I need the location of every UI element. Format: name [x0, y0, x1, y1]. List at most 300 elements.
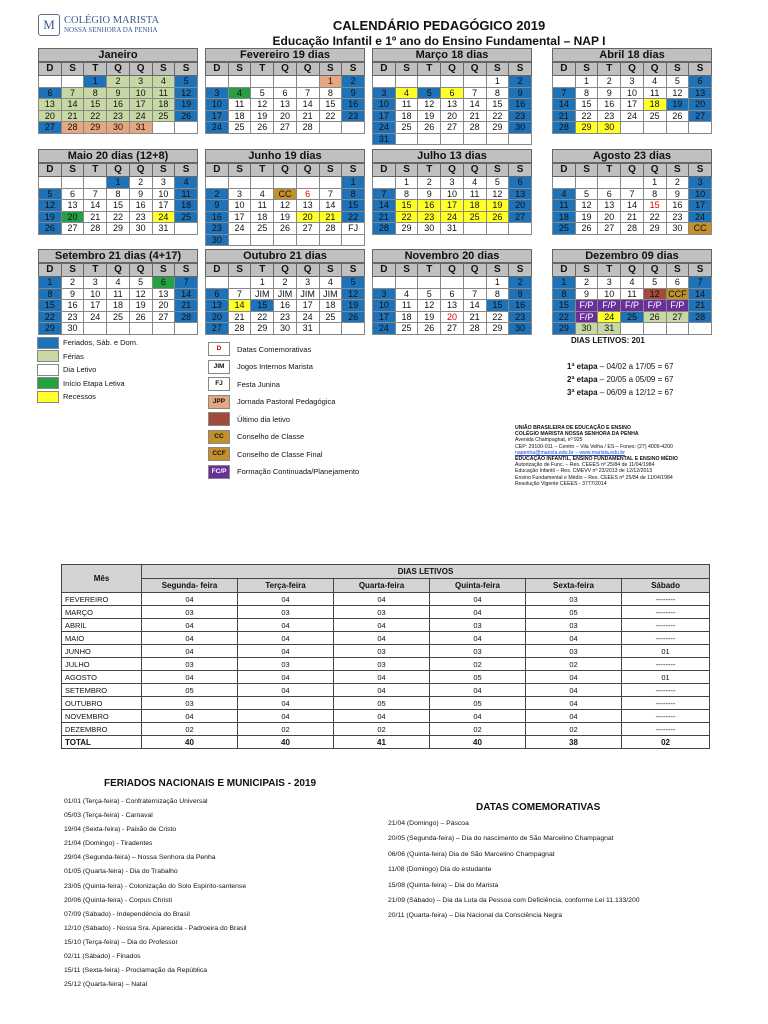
day-cell: 20	[441, 110, 464, 122]
day-cell: 24	[598, 311, 621, 323]
day-cell: 24	[296, 311, 319, 323]
day-cell	[206, 76, 229, 88]
day-cell: 26	[486, 211, 509, 223]
day-cell: 21	[689, 300, 712, 312]
col-header: Sexta-feira	[526, 579, 622, 593]
day-cell: 23	[509, 110, 532, 122]
day-cell	[643, 122, 666, 134]
day-cell: 27	[206, 323, 229, 335]
day-cell: 21	[175, 300, 198, 312]
day-cell: 28	[319, 223, 342, 235]
value-cell: 05	[334, 697, 430, 710]
value-cell: 03	[430, 645, 526, 658]
comemorativa-item: 21/04 (Domingo) – Páscoa	[388, 820, 469, 827]
day-cell: 30	[206, 234, 229, 246]
table-row	[62, 671, 710, 684]
day-cell	[395, 76, 418, 88]
day-cell: 12	[129, 288, 152, 300]
day-cell: 25	[463, 211, 486, 223]
day-cell: 6	[206, 288, 229, 300]
legend-code-label: Datas Comemorativas	[237, 344, 312, 354]
day-cell: 30	[575, 323, 598, 335]
day-cell: 19	[251, 110, 274, 122]
day-cell: 9	[107, 87, 130, 99]
day-cell	[107, 323, 130, 335]
weekday-header: T	[598, 264, 621, 277]
weekday-header: Q	[296, 164, 319, 177]
day-cell: 9	[206, 200, 229, 212]
day-cell: 2	[206, 188, 229, 200]
day-cell: 23	[509, 311, 532, 323]
weekday-header: S	[509, 264, 532, 277]
day-cell: 11	[395, 300, 418, 312]
day-cell: 4	[152, 76, 175, 88]
legend-code: JIM	[208, 360, 230, 374]
day-cell: 18	[643, 99, 666, 111]
day-cell: 7	[621, 188, 644, 200]
day-cell: 13	[598, 200, 621, 212]
weekday-header: D	[206, 63, 229, 76]
value-cell: 03	[334, 606, 430, 619]
value-cell: 04	[238, 671, 334, 684]
col-header: Quinta-feira	[430, 579, 526, 593]
day-cell: 6	[689, 76, 712, 88]
day-cell: 2	[61, 277, 84, 289]
day-cell: 19	[486, 200, 509, 212]
month-8	[38, 249, 198, 335]
legend-swatch	[37, 377, 59, 389]
day-cell: 12	[643, 288, 666, 300]
value-cell: 04	[334, 684, 430, 697]
day-cell	[509, 133, 532, 145]
day-cell: 6	[39, 87, 62, 99]
marist-emblem-icon: M	[38, 14, 60, 36]
value-cell: --------	[622, 684, 710, 697]
day-cell: 14	[463, 300, 486, 312]
weekday-header: T	[84, 164, 107, 177]
comemorativa-item: 11/08 (Domingo) Dia do estudante	[388, 866, 492, 874]
legend-label: Férias	[63, 351, 84, 361]
feriado-item: 12/10 (Sábado) - Nossa Sra. Aparecida - Padroeira do Brasil	[64, 924, 247, 932]
day-cell: 17	[206, 110, 229, 122]
day-cell: 15	[395, 200, 418, 212]
weekday-header: S	[575, 164, 598, 177]
weekday-header: S	[152, 63, 175, 76]
day-cell: 9	[61, 288, 84, 300]
weekday-header: S	[228, 264, 251, 277]
month-title: Outubro 21 dias	[205, 249, 365, 263]
etapa-row	[567, 386, 673, 399]
day-cell: 22	[575, 110, 598, 122]
weekday-header: S	[342, 264, 365, 277]
day-cell: 29	[84, 122, 107, 134]
day-cell: 25	[621, 311, 644, 323]
day-cell: 16	[509, 99, 532, 111]
comemorativa-item: 06/06 (Quinta-feira) Dia de São Marcelino Champagnat	[388, 850, 555, 858]
day-cell: 23	[342, 110, 365, 122]
day-cell: 18	[395, 110, 418, 122]
comemorativa-item: 20/11 (Quarta-feira) – Dia Nacional da Consciência Negra	[388, 912, 563, 920]
day-cell: 19	[274, 211, 297, 223]
month-0	[38, 48, 198, 134]
day-cell	[319, 122, 342, 134]
table-row	[62, 697, 710, 710]
day-cell: 17	[228, 211, 251, 223]
table-row	[62, 619, 710, 632]
institution-line: Autorização de Func. – Res. CEEES nº 25/84 de 11/04/1984	[515, 462, 655, 469]
weekday-header: Q	[621, 264, 644, 277]
day-cell: 30	[129, 223, 152, 235]
day-cell: 22	[342, 211, 365, 223]
day-cell: 13	[441, 99, 464, 111]
day-cell: 1	[486, 277, 509, 289]
day-cell: 7	[689, 277, 712, 289]
legend-code-row	[208, 394, 359, 410]
month-title: Dezembro 09 dias	[552, 249, 712, 263]
day-cell: 23	[274, 311, 297, 323]
day-cell: 14	[175, 288, 198, 300]
day-cell	[441, 76, 464, 88]
value-cell: 05	[430, 671, 526, 684]
day-cell: 8	[342, 188, 365, 200]
day-cell: 19	[418, 110, 441, 122]
day-cell: 24	[84, 311, 107, 323]
day-cell: 16	[206, 211, 229, 223]
day-cell: 1	[319, 76, 342, 88]
legend-swatch	[37, 350, 59, 362]
day-cell: 10	[441, 188, 464, 200]
weekday-header: S	[689, 63, 712, 76]
day-cell	[575, 177, 598, 189]
day-cell: 21	[553, 110, 576, 122]
day-cell: 2	[509, 277, 532, 289]
day-cell: 19	[129, 300, 152, 312]
day-cell: JIM	[251, 288, 274, 300]
day-cell: 6	[666, 277, 689, 289]
day-cell: 25	[107, 311, 130, 323]
day-cell: 1	[342, 177, 365, 189]
day-cell: 17	[84, 300, 107, 312]
day-cell: 5	[418, 87, 441, 99]
legend-label: Feriados, Sáb. e Dom.	[63, 338, 139, 348]
legend-code	[208, 412, 230, 426]
legend-code-row	[208, 376, 359, 392]
day-cell: 21	[373, 211, 396, 223]
value-cell: 04	[334, 593, 430, 606]
day-cell: 10	[598, 288, 621, 300]
day-cell: 12	[575, 200, 598, 212]
day-cell: 30	[274, 323, 297, 335]
institution-line: UNIÃO BRASILEIRA DE EDUCAÇÃO E ENSINO	[515, 425, 631, 431]
day-cell: 1	[84, 76, 107, 88]
day-cell	[342, 122, 365, 134]
day-cell: 26	[643, 311, 666, 323]
weekday-header: Q	[129, 63, 152, 76]
day-cell	[39, 76, 62, 88]
value-cell: --------	[622, 632, 710, 645]
value-cell: --------	[622, 710, 710, 723]
weekday-header: S	[319, 164, 342, 177]
day-cell: 15	[319, 99, 342, 111]
day-cell: 22	[643, 211, 666, 223]
institution-info	[515, 425, 755, 487]
day-cell	[319, 323, 342, 335]
total-label: TOTAL	[62, 736, 142, 749]
value-cell: 04	[430, 684, 526, 697]
day-cell: 10	[373, 300, 396, 312]
weekday-header: S	[689, 164, 712, 177]
feriado-item: 15/10 (Terça-feira) – Dia do Professor	[64, 938, 178, 946]
month-cell: JUNHO	[62, 645, 142, 658]
legend-swatch	[37, 364, 59, 376]
day-cell	[463, 133, 486, 145]
day-cell: 4	[319, 277, 342, 289]
value-cell: 02	[526, 723, 622, 736]
day-cell: 26	[175, 110, 198, 122]
day-cell: 4	[251, 188, 274, 200]
legend-codes	[208, 341, 359, 481]
day-cell	[152, 323, 175, 335]
day-cell	[296, 234, 319, 246]
day-cell: 29	[643, 223, 666, 235]
day-cell: 14	[296, 99, 319, 111]
day-cell: 29	[575, 122, 598, 134]
page-title: CALENDÁRIO PEDAGÓGICO 2019	[332, 18, 546, 33]
weekday-header: D	[39, 164, 62, 177]
weekday-header: S	[509, 164, 532, 177]
etapa-label: 1ª etapa	[567, 362, 598, 371]
legend-swatch	[37, 391, 59, 403]
weekday-header: S	[666, 63, 689, 76]
day-cell	[274, 234, 297, 246]
value-cell: 03	[526, 619, 622, 632]
feriado-item: 29/04 (Segunda-feira) – Nossa Senhora da Penha	[64, 854, 216, 862]
etapa-label: 3ª etapa	[567, 388, 598, 397]
day-cell: 15	[486, 99, 509, 111]
day-cell: 25	[395, 122, 418, 134]
day-cell: 7	[84, 188, 107, 200]
day-cell	[228, 76, 251, 88]
day-cell: 3	[206, 87, 229, 99]
value-cell: 03	[142, 658, 238, 671]
col-header: Segunda- feira	[142, 579, 238, 593]
day-cell: 2	[509, 76, 532, 88]
day-cell: F/P	[621, 300, 644, 312]
day-cell: 14	[61, 99, 84, 111]
day-cell: 20	[509, 200, 532, 212]
legend-row	[37, 350, 138, 364]
comemorativa-item: 21/09 (Sábado) – Dia da Luta da Pessoa com Deficiência, conforme Lei 11.133/200	[388, 896, 640, 904]
weekday-header: S	[319, 264, 342, 277]
day-cell	[129, 323, 152, 335]
day-cell: 1	[39, 277, 62, 289]
day-cell: 27	[598, 223, 621, 235]
value-cell: 05	[430, 697, 526, 710]
day-cell: 24	[441, 211, 464, 223]
day-cell	[666, 323, 689, 335]
weekday-header: T	[418, 63, 441, 76]
day-cell: 20	[274, 110, 297, 122]
value-cell: --------	[622, 723, 710, 736]
day-cell: F/P	[598, 300, 621, 312]
weekday-header: S	[666, 264, 689, 277]
day-cell: 6	[274, 87, 297, 99]
feriado-item: 15/11 (Sexta-feira) - Proclamação da República	[64, 967, 208, 975]
weekday-header: Q	[274, 63, 297, 76]
total-cell: 41	[334, 736, 430, 749]
day-cell: 21	[463, 110, 486, 122]
day-cell: 28	[296, 122, 319, 134]
day-cell: 11	[463, 188, 486, 200]
weekday-header: D	[553, 264, 576, 277]
day-cell: 5	[39, 188, 62, 200]
day-cell: 8	[486, 288, 509, 300]
table-row	[62, 645, 710, 658]
day-cell	[418, 277, 441, 289]
legend-code-label: Festa Junina	[237, 379, 280, 389]
day-cell: 26	[274, 223, 297, 235]
day-cell: 16	[666, 200, 689, 212]
legend-code: JPP	[208, 395, 230, 409]
day-cell: 17	[129, 99, 152, 111]
weekday-header: T	[84, 264, 107, 277]
day-cell: 22	[251, 311, 274, 323]
day-cell	[228, 234, 251, 246]
day-cell: 25	[395, 323, 418, 335]
day-cell: 9	[598, 87, 621, 99]
day-cell: 12	[274, 200, 297, 212]
day-cell: 28	[621, 223, 644, 235]
day-cell	[175, 323, 198, 335]
day-cell: 19	[39, 211, 62, 223]
weekday-header: Q	[107, 63, 130, 76]
day-cell: JIM	[319, 288, 342, 300]
day-cell: 7	[175, 277, 198, 289]
value-cell: 02	[430, 723, 526, 736]
day-cell: 29	[39, 323, 62, 335]
day-cell: 30	[509, 323, 532, 335]
legend-code-row	[208, 359, 359, 375]
value-cell: 04	[142, 645, 238, 658]
day-cell: 27	[152, 311, 175, 323]
day-cell: 28	[373, 223, 396, 235]
weekday-header: Q	[463, 63, 486, 76]
value-cell: --------	[622, 619, 710, 632]
day-cell: 10	[206, 99, 229, 111]
feriado-item: 05/03 (Terça-feira) - Carnaval	[64, 812, 153, 820]
weekday-header: S	[395, 164, 418, 177]
day-cell: 19	[666, 99, 689, 111]
month-5	[205, 149, 365, 246]
day-cell	[689, 122, 712, 134]
day-cell: 9	[666, 188, 689, 200]
value-cell: --------	[622, 697, 710, 710]
month-title: Setembro 21 dias (4+17)	[38, 249, 198, 263]
logo-subtitle: NOSSA SENHORA DA PENHA	[64, 26, 158, 35]
day-cell: 26	[575, 223, 598, 235]
day-cell: 20	[152, 300, 175, 312]
day-cell	[342, 234, 365, 246]
weekday-header: Q	[274, 264, 297, 277]
day-cell: 16	[509, 300, 532, 312]
legend-code: CCF	[208, 447, 230, 461]
month-cell: DEZEMBRO	[62, 723, 142, 736]
day-cell: 19	[175, 99, 198, 111]
weekday-header: Q	[107, 164, 130, 177]
day-cell: 29	[553, 323, 576, 335]
legend-code-label: Formação Continuada/Planejamento	[237, 467, 360, 476]
feriado-item: 07/09 (Sábado) - Independência do Brasil	[64, 910, 190, 918]
day-cell: 15	[643, 200, 666, 212]
day-cell: 5	[666, 76, 689, 88]
table-row	[62, 632, 710, 645]
day-cell: 29	[486, 323, 509, 335]
day-cell: 3	[689, 177, 712, 189]
day-cell: F/P	[643, 300, 666, 312]
day-cell: 10	[152, 188, 175, 200]
institution-line: Resolução Vigente CEEES - 3777/2014	[515, 480, 607, 487]
day-cell	[463, 223, 486, 235]
weekday-header: D	[373, 63, 396, 76]
weekday-header: T	[418, 164, 441, 177]
weekday-header: Q	[129, 164, 152, 177]
day-cell	[621, 177, 644, 189]
value-cell: 01	[622, 671, 710, 684]
weekday-header: Q	[129, 264, 152, 277]
month-1	[205, 48, 365, 134]
etapa-value: – 04/02 a 17/05 = 67	[599, 362, 674, 371]
day-cell	[373, 76, 396, 88]
day-cell: 26	[666, 110, 689, 122]
day-cell: 31	[598, 323, 621, 335]
value-cell: 04	[238, 632, 334, 645]
table-row	[62, 684, 710, 697]
month-cell: MARÇO	[62, 606, 142, 619]
day-cell: FJ	[342, 223, 365, 235]
weekday-header: S	[228, 63, 251, 76]
feriado-item: 01/05 (Quarta-feira) - Dia do Trabalho	[64, 868, 178, 876]
day-cell: JIM	[274, 288, 297, 300]
value-cell: 04	[526, 710, 622, 723]
day-cell: 12	[251, 99, 274, 111]
value-cell: 02	[142, 723, 238, 736]
value-cell: 04	[334, 671, 430, 684]
weekday-header: T	[598, 164, 621, 177]
feriado-item: 23/05 (Quinta-feira) - Colonização do Solo Espírito-santense	[64, 882, 247, 890]
day-cell: 12	[486, 188, 509, 200]
day-cell: 27	[441, 323, 464, 335]
day-cell: 12	[418, 99, 441, 111]
col-mes-header: Mês	[62, 565, 142, 593]
day-cell	[296, 76, 319, 88]
day-cell	[342, 323, 365, 335]
day-cell: 17	[689, 200, 712, 212]
weekday-header: S	[689, 264, 712, 277]
value-cell: 04	[238, 697, 334, 710]
day-cell: 25	[152, 110, 175, 122]
day-cell: F/P	[575, 311, 598, 323]
month-cell: AGOSTO	[62, 671, 142, 684]
value-cell: 02	[238, 723, 334, 736]
day-cell: 2	[575, 277, 598, 289]
day-cell: 5	[342, 277, 365, 289]
day-cell: 7	[228, 288, 251, 300]
table-row	[62, 606, 710, 619]
value-cell: 02	[334, 723, 430, 736]
day-cell: 7	[463, 87, 486, 99]
day-cell: 30	[61, 323, 84, 335]
day-cell	[395, 133, 418, 145]
